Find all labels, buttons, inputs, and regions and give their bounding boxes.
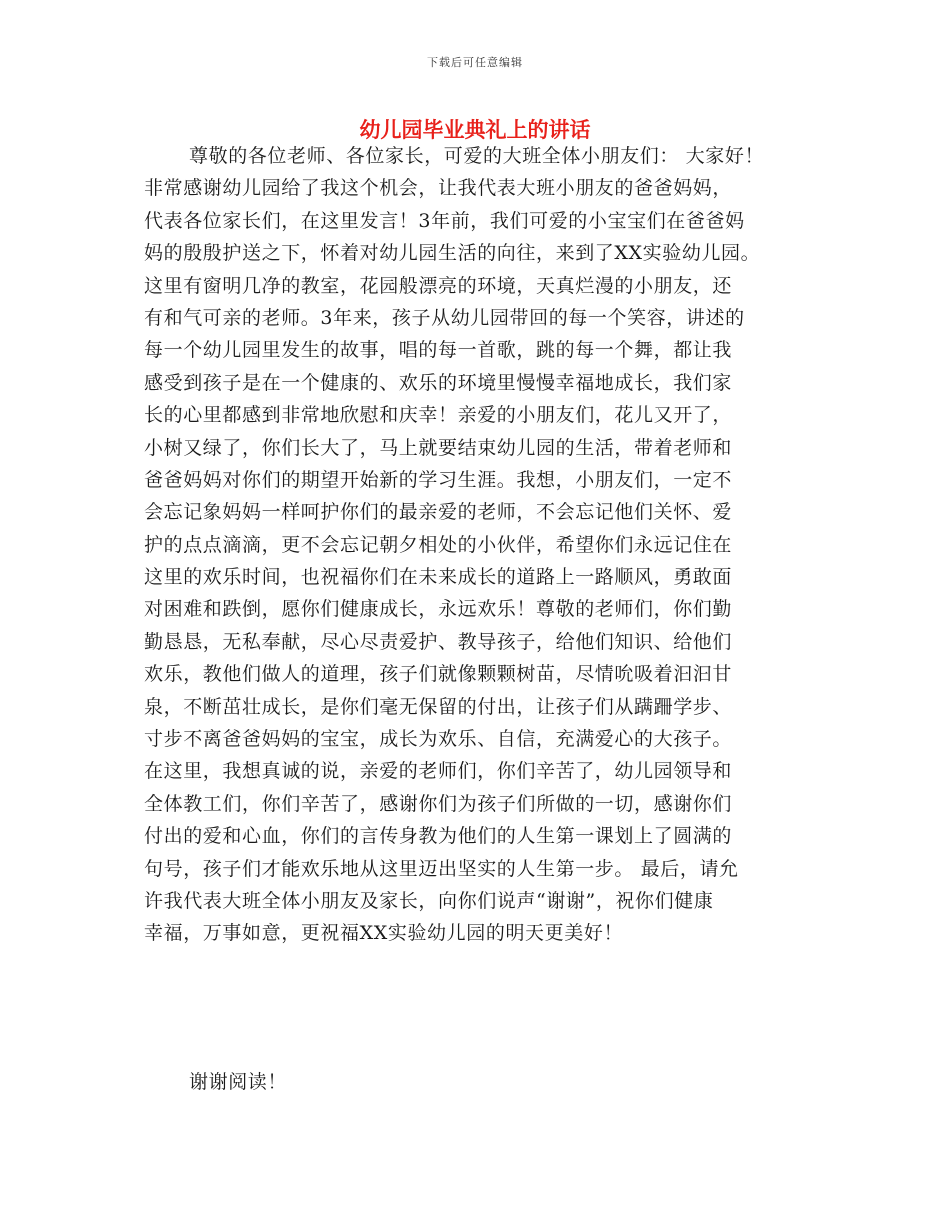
speech-line: 妈的殷殷护送之下，怀着对幼儿园生活的向往，来到了XX实验幼儿园。 bbox=[144, 242, 761, 265]
speech-line: 爸爸妈妈对你们的期望开始新的学习生涯。我想，小朋友们，一定不 bbox=[144, 468, 733, 491]
speech-line: 小树又绿了，你们长大了，马上就要结束幼儿园的生活，带着老师和 bbox=[144, 436, 733, 459]
speech-body bbox=[144, 140, 824, 950]
speech-line: 代表各位家长们，在这里发言！3年前，我们可爱的小宝宝们在爸爸妈 bbox=[144, 209, 745, 232]
speech-line: 对困难和跌倒，愿你们健康成长，永远欢乐！尊敬的老师们，你们勤 bbox=[144, 598, 733, 621]
speech-line: 长的心里都感到非常地欣慰和庆幸！亲爱的小朋友们，花儿又开了， bbox=[144, 404, 733, 427]
speech-line: 句号，孩子们才能欢乐地从这里迈出坚实的人生第一步。 最后，请允 bbox=[144, 857, 739, 880]
speech-line: 感受到孩子是在一个健康的、欢乐的环境里慢慢幸福地成长，我们家 bbox=[144, 371, 733, 394]
speech-line: 非常感谢幼儿园给了我这个机会，让我代表大班小朋友的爸爸妈妈， bbox=[144, 177, 733, 200]
speech-line: 许我代表大班全体小朋友及家长，向你们说声“谢谢”，祝你们健康 bbox=[144, 889, 714, 912]
speech-line: 欢乐，教他们做人的道理，孩子们就像颗颗树苗，尽情吮吸着汩汩甘 bbox=[144, 663, 733, 686]
speech-line: 护的点点滴滴，更不会忘记朝夕相处的小伙伴，希望你们永远记住在 bbox=[144, 533, 733, 556]
speech-line: 尊敬的各位老师、各位家长，可爱的大班全体小朋友们： 大家好！ bbox=[189, 145, 765, 167]
speech-line: 全体教工们，你们辛苦了，感谢你们为孩子们所做的一切，感谢你们 bbox=[144, 792, 733, 815]
speech-line: 幸福，万事如意，更祝福XX实验幼儿园的明天更美好！ bbox=[144, 922, 624, 945]
document-title: 幼儿园毕业典礼上的讲话 bbox=[359, 117, 591, 142]
speech-line: 有和气可亲的老师。3年来，孩子从幼儿园带回的每一个笑容，讲述的 bbox=[144, 306, 745, 329]
speech-line: 在这里，我想真诚的说，亲爱的老师们，你们辛苦了，幼儿园领导和 bbox=[144, 760, 733, 783]
speech-line: 这里有窗明几净的教室，花园般漂亮的环境，天真烂漫的小朋友，还 bbox=[144, 274, 733, 297]
speech-line: 会忘记象妈妈一样呵护你们的最亲爱的老师，不会忘记他们关怀、爱 bbox=[144, 501, 733, 524]
speech-line: 每一个幼儿园里发生的故事，唱的每一首歌，跳的每一个舞，都让我 bbox=[144, 339, 733, 362]
speech-line: 勤恳恳，无私奉献，尽心尽责爱护、教导孩子，给他们知识、给他们 bbox=[144, 630, 733, 653]
speech-line: 寸步不离爸爸妈妈的宝宝，成长为欢乐、自信，充满爱心的大孩子。 bbox=[144, 728, 733, 751]
speech-line: 泉，不断茁壮成长，是你们毫无保留的付出，让孩子们从蹒跚学步、 bbox=[144, 695, 733, 718]
closing-remark: 谢谢阅读！ bbox=[189, 1071, 288, 1093]
header-note: 下载后可任意编辑 bbox=[427, 56, 523, 69]
speech-line: 付出的爱和心血，你们的言传身教为他们的人生第一课划上了圆满的 bbox=[144, 825, 733, 848]
speech-line: 这里的欢乐时间，也祝福你们在未来成长的道路上一路顺风，勇敢面 bbox=[144, 566, 733, 589]
